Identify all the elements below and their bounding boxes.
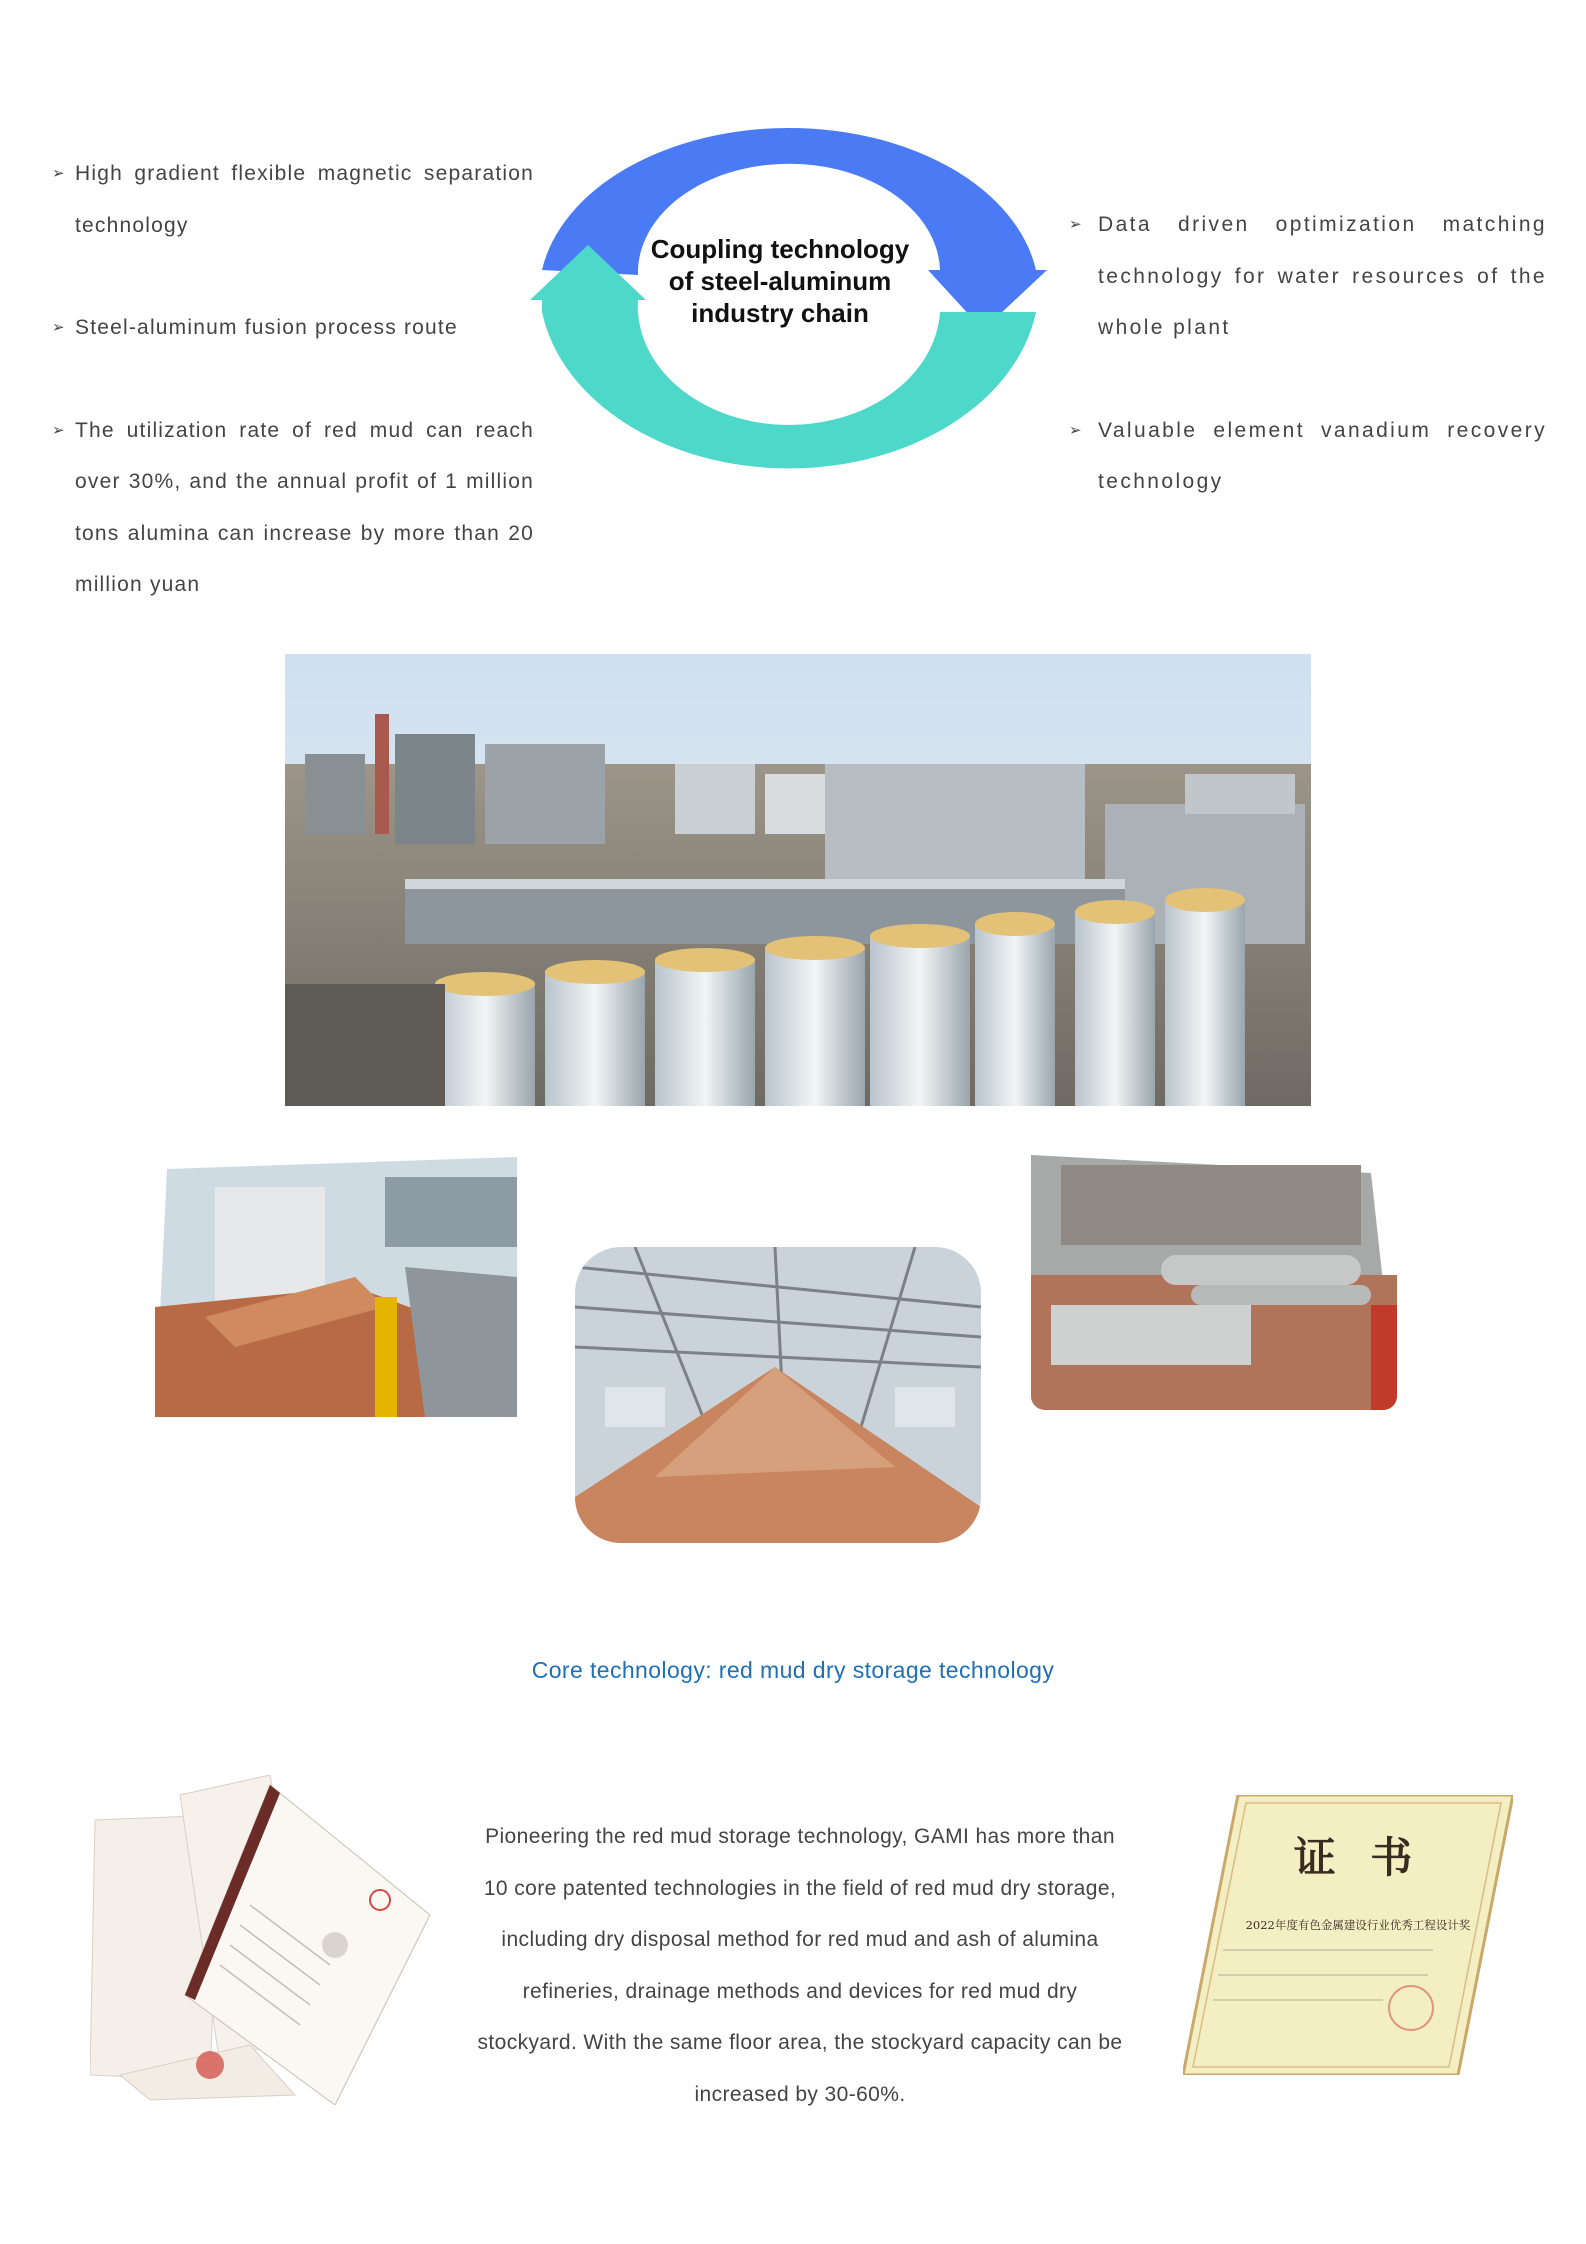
silo [1165, 900, 1245, 1106]
silo-top [545, 960, 645, 984]
award-certificate-image [1183, 1795, 1513, 2075]
silo [435, 984, 535, 1106]
silo [1075, 912, 1155, 1106]
right-bullet-text: Valuable element vanadium recovery technology [1098, 418, 1547, 493]
silo [870, 936, 970, 1106]
silo [975, 924, 1055, 1106]
filter-press-photo [1031, 1155, 1397, 1410]
silo [545, 972, 645, 1106]
cycle-center-text: Coupling technology of steel-aluminum industry chain [650, 234, 910, 328]
silo-top [975, 912, 1055, 936]
silo-top [765, 936, 865, 960]
red-mud-pile-photo [575, 1247, 981, 1543]
certificate-title: 证 书 [1293, 1833, 1423, 1882]
arrow-bullet-icon: ➢ [1069, 216, 1084, 233]
right-bullet-text: Data driven optimization matching technology for water resources of the whole plant [1098, 213, 1547, 339]
arrow-bullet-icon: ➢ [1069, 421, 1084, 439]
plant-aerial-photo [285, 654, 1311, 1106]
certificate-subtitle: 2022年度有色金属建设行业优秀工程设计奖 [1245, 1918, 1471, 1932]
left-bullet-text: Steel-aluminum fusion process route [75, 316, 458, 339]
right-bullet-list [1069, 199, 1547, 559]
right-bullet-item [1069, 199, 1547, 354]
red-mud-yard-photo [155, 1157, 517, 1417]
left-bullet-text: The utilization rate of red mud can reach over 30%, and the annual profit of 1 million tons alumina can increase by more than 20 million yuan [75, 418, 534, 596]
patent-paragraph: Pioneering the red mud storage technology, GAMI has more than 10 core patented technologies in the field of red mud dry storage, including dry disposal method for red mud and ash of alumina refineries, drainage methods and devices for red mud dry stockyard. With the same floor area, the stockyard capacity can be increased by 30-60%. [477, 1825, 1123, 2106]
arrow-bullet-icon: ➢ [52, 165, 66, 182]
left-bullet-text: High gradient flexible magnetic separation technology [75, 162, 534, 237]
left-bullet-list [52, 148, 534, 662]
silo-top [1075, 900, 1155, 924]
patent-certificates-image [90, 1775, 435, 2105]
right-bullet-item [1069, 405, 1547, 508]
silo [655, 960, 755, 1106]
arrow-bullet-icon: ➢ [52, 319, 66, 336]
silo-top [655, 948, 755, 972]
arrow-bullet-icon: ➢ [52, 421, 66, 439]
silo-top [435, 972, 535, 996]
left-bullet-item [52, 302, 534, 354]
silo [765, 948, 865, 1106]
silo-top [870, 924, 970, 948]
silo-top [1165, 888, 1245, 912]
left-bullet-item [52, 148, 534, 251]
section-caption: Core technology: red mud dry storage technology [531, 1657, 1055, 1683]
left-bullet-item [52, 405, 534, 611]
